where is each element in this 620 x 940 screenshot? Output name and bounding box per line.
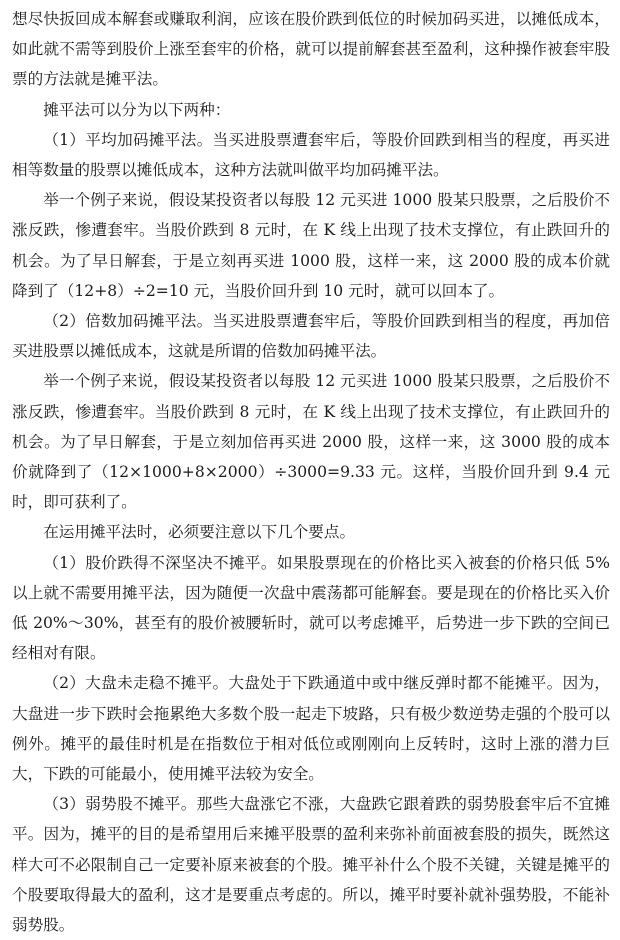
paragraph-multiple-example: 举一个例子来说，假设某投资者以每股 12 元买进 1000 股某只股票，之后股价不涨反跌，惨遭套牢。当股价跌到 8 元时，在 K 线上出现了技术支撑位，有止跌回升的机会。为了早日解套，于是立刻加倍再买进 2000 股，这样一来，这 3000 股的成本价就降到了（12×1000+8×2000）÷3000=9.33 元。这样，当股价回升到 9.4 元时，即可获利了。	[12, 372, 610, 512]
paragraph-average-averaging: （1）平均加码摊平法。当买进股票遭套牢后，等股价回跌到相当的程度，再买进相等数量的股票以摊低成本，这种方法就叫做平均加码摊平法。	[12, 130, 610, 180]
paragraph-point-shallow-drop: （1）股价跌得不深坚决不摊平。如果股票现在的价格比买入被套的价格只低 5%以上就不需要用摊平法，因为随便一次盘中震荡都可能解套。要是现在的价格比买入价低 20%～30%，甚至有的股价被腰斩时，就可以考虑摊平，后势进一步下跌的空间已经相对有限。	[12, 553, 610, 663]
paragraph-point-weak-stocks: （3）弱势股不摊平。那些大盘涨它不涨，大盘跌它跟着跌的弱势股套牢后不宜摊平。因为，摊平的目的是希望用后来摊平股票的盈利来弥补前面被套股的损失，既然这样大可不必限制自己一定要补原来被套的个股。摊平补什么个股不关键，关键是摊平的个股要取得最大的盈利，这才是要重点考虑的。所以，摊平时要补就补强势股，不能补弱势股。	[12, 795, 610, 935]
paragraph-intro-continuation: 想尽快扳回成本解套或赚取利润，应该在股价跌到低位的时候加码买进，以摊低成本，如此就不需等到股价上涨至套牢的价格，就可以提前解套甚至盈利，这种操作被套牢股票的方法就是摊平法。	[12, 10, 610, 89]
paragraph-multiple-averaging: （2）倍数加码摊平法。当买进股票遭套牢后，等股价回跌到相当的程度，再加倍买进股票以摊低成本，这就是所谓的倍数加码摊平法。	[12, 312, 610, 361]
paragraph-point-market-unstable: （2）大盘未走稳不摊平。大盘处于下跌通道中或中继反弹时都不能摊平。因为，大盘进一步下跌时会拖累绝大多数个股一起走下坡路，只有极少数逆势走强的个股可以例外。摊平的最佳时机是在指数位于相对低位或刚刚向上反转时，这时上涨的潜力巨大，下跌的可能最小，使用摊平法较为安全。	[12, 674, 610, 784]
paragraph-average-example: 举一个例子来说，假设某投资者以每股 12 元买进 1000 股某只股票，之后股价不涨反跌，惨遭套牢。当股价跌到 8 元时，在 K 线上出现了技术支撑位，有止跌回升的机会。为了早日解套，于是立刻再买进 1000 股，这样一来，这 2000 股的成本价就降到了（12+8）÷2=10 元，当股价回升到 10 元时，就可以回本了。	[12, 191, 610, 300]
paragraph-method-types: 摊平法可以分为以下两种：	[43, 100, 231, 119]
document-page	[12, 4, 610, 940]
paragraph-key-points-intro: 在运用摊平法时，必须要注意以下几个要点。	[43, 523, 356, 542]
